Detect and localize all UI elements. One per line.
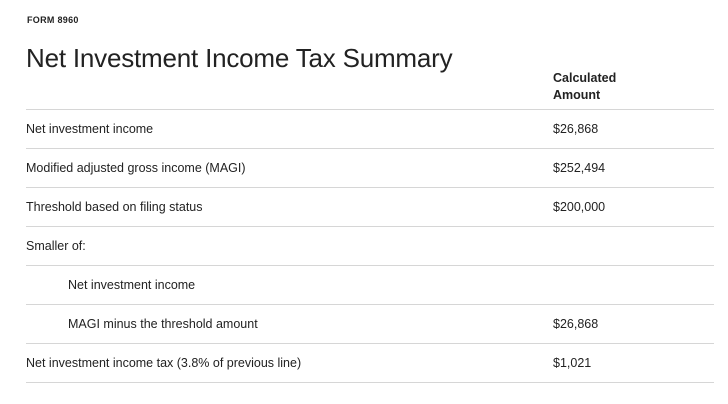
amount-header-line2: Amount (553, 88, 601, 102)
row-label: Net investment income (68, 278, 196, 292)
table-row (26, 149, 714, 188)
row-label: MAGI minus the threshold amount (68, 317, 258, 331)
table-row (26, 227, 714, 266)
page-title: Net Investment Income Tax Summary (26, 43, 453, 74)
row-amount: $252,494 (553, 161, 606, 175)
row-label: Threshold based on filing status (26, 200, 203, 214)
table-row (26, 188, 714, 227)
table-row-indented (26, 305, 714, 344)
table-row (26, 110, 714, 149)
table-row-indented (26, 266, 714, 305)
row-label: Net investment income tax (3.8% of previous line) (26, 356, 302, 370)
summary-table (26, 68, 714, 383)
amount-column-header (553, 70, 616, 104)
row-amount: $26,868 (553, 317, 599, 331)
row-amount: $1,021 (553, 356, 592, 370)
row-label: Modified adjusted gross income (MAGI) (26, 161, 246, 175)
form-number-label: FORM 8960 (27, 15, 79, 25)
row-amount: $26,868 (553, 122, 599, 136)
table-row (26, 344, 714, 383)
table-header-row (26, 68, 714, 110)
row-label: Net investment income (26, 122, 154, 136)
amount-header-line1: Calculated (553, 71, 617, 85)
row-label: Smaller of: (26, 239, 86, 253)
row-amount: $200,000 (553, 200, 606, 214)
